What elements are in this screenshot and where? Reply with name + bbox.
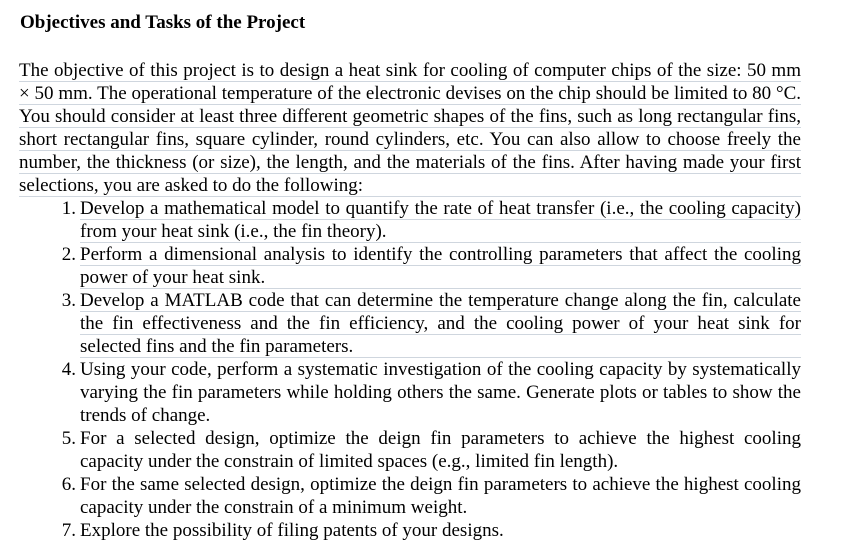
document-body — [19, 59, 801, 542]
task-number: 7. — [61, 520, 76, 541]
section-heading: Objectives and Tasks of the Project — [20, 12, 306, 33]
task-text: Develop a MATLAB code that can determine the temperature change along the fin, calculate the fin effectiveness and the fin efficiency, and the cooling power of your heat sink for selected fins and the fin parameters. — [80, 290, 801, 357]
task-item — [19, 289, 801, 358]
task-item — [19, 358, 801, 427]
task-text: Perform a dimensional analysis to identify the controlling parameters that affect the cooling power of your heat sink. — [80, 244, 801, 288]
task-text: Explore the possibility of filing patents of your designs. — [80, 520, 504, 541]
task-item — [19, 473, 801, 519]
task-list — [19, 197, 801, 542]
task-number: 5. — [61, 428, 76, 449]
task-number: 4. — [61, 359, 76, 380]
task-number: 3. — [61, 290, 76, 311]
task-text: Using your code, perform a systematic investigation of the cooling capacity by systematically varying the fin parameters while holding others the same. Generate plots or tables to show the trends of change. — [80, 359, 801, 426]
intro-paragraph: The objective of this project is to design a heat sink for cooling of computer chips of the size: 50 mm × 50 mm. The operational temperature of the electronic devises on the chip should be limited to 80 °C. You should consider at least three different geometric shapes of the fins, such as long rectangular fins, short rectangular fins, square cylinder, round cylinders, etc. You can also allow to choose freely the number, the thickness (or size), the length, and the materials of the fins. After having made your first selections, you are asked to do the following: — [19, 60, 801, 196]
task-number: 6. — [61, 474, 76, 495]
task-number: 2. — [61, 244, 76, 265]
task-item — [19, 243, 801, 289]
task-text: Develop a mathematical model to quantify the rate of heat transfer (i.e., the cooling capacity) from your heat sink (i.e., the fin theory). — [80, 198, 801, 242]
task-text: For the same selected design, optimize the deign fin parameters to achieve the highest cooling capacity under the constrain of a minimum weight. — [80, 474, 801, 518]
task-text: For a selected design, optimize the deign fin parameters to achieve the highest cooling capacity under the constrain of limited spaces (e.g., limited fin length). — [80, 428, 801, 472]
task-item — [19, 427, 801, 473]
task-item — [19, 519, 801, 542]
task-item — [19, 197, 801, 243]
task-number: 1. — [61, 198, 76, 219]
